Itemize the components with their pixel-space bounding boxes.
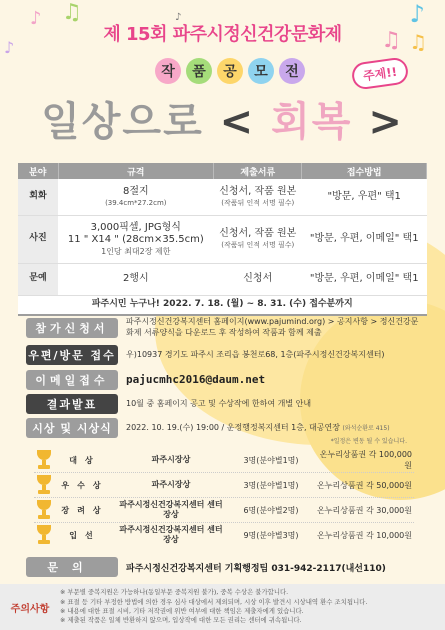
spec-main: 8절지 — [122, 186, 149, 198]
caution-item: ※ 부문별 중복지원은 가능하나(동일부문 중복지원 불가), 중복 수상은 불가합니다. — [60, 588, 289, 597]
prize-row — [34, 449, 414, 471]
trophy-base — [38, 490, 50, 494]
prize-count: 3명(분야별1명) — [243, 455, 299, 465]
trophy-cup — [37, 475, 51, 485]
docs-sub: (작품뒤 인적 서명 필수) — [221, 198, 295, 207]
prize-rank: 입선 — [69, 530, 101, 540]
schedule-change-note: *일정은 변동 될 수 있습니다. — [330, 438, 407, 445]
application-row — [26, 317, 426, 339]
category-cell: 회화 — [18, 179, 58, 215]
caution-section — [0, 584, 445, 630]
slogan-bracket-right: > — [368, 99, 404, 145]
table-row — [18, 215, 427, 263]
caution-label: 주의사항 — [10, 603, 50, 615]
docs-sub: (작품뒤 인적 서명 필수) — [221, 240, 295, 249]
divider — [34, 497, 414, 498]
contact-text: 파주시정신건강복지센터 기획행정팀 031-942-2117(내선110) — [126, 563, 386, 574]
caution-list — [60, 588, 367, 625]
result-label: 결과발표 — [26, 394, 118, 414]
slogan — [0, 90, 445, 147]
result-text: 10월 중 홈페이지 공고 및 수상작에 한하여 개별 안내 — [126, 398, 312, 408]
prize-award: 파주시정신건강복지센터 센터장상 — [119, 500, 223, 519]
trophy-cup — [37, 450, 51, 460]
trophy-cup — [37, 500, 51, 510]
music-note-icon: ♪ — [30, 8, 42, 29]
slogan-accent: 회복 — [271, 99, 353, 145]
column-header: 분야 — [18, 163, 58, 179]
category-cell: 문예 — [18, 263, 58, 295]
trophy-icon — [34, 525, 54, 545]
method-cell: "방문, 우편, 이메일" 택1 — [302, 263, 427, 295]
theme-badge: 주제!! — [350, 56, 409, 91]
method-cell: "방문, 우편, 이메일" 택1 — [302, 215, 427, 263]
eligibility-period: 파주시민 누구나! 2022. 7. 18. (월) ~ 8. 31. (수) 접수분까지 — [18, 295, 427, 315]
docs-cell — [214, 215, 302, 263]
category-cell: 사진 — [18, 215, 58, 263]
contest-char: 작 — [155, 58, 181, 84]
post-text: 우)10937 경기도 파주시 조리읍 봉천로68, 1층(파주시정신건강복지센터) — [126, 349, 385, 359]
result-row — [26, 394, 311, 414]
contest-char: 전 — [279, 58, 305, 84]
email-label: 이메일접수 — [26, 370, 118, 390]
table-row — [18, 179, 427, 215]
docs-cell: 신청서 — [214, 263, 302, 295]
prize-gift: 온누리상품권 각 50,000원 — [317, 480, 412, 490]
post-row — [26, 345, 385, 365]
application-label: 참가신청서 — [26, 318, 118, 338]
prize-count: 3명(분야별1명) — [243, 480, 299, 490]
email-row — [26, 370, 265, 390]
trophy-base — [38, 515, 50, 519]
prize-rank: 대상 — [69, 455, 101, 465]
spec-sub: (39.4cm*27.2cm) — [105, 198, 167, 207]
ceremony-address: (와석순환로 415) — [342, 424, 390, 432]
prize-rank: 우수상 — [61, 480, 109, 490]
prize-award: 파주시장상 — [151, 480, 191, 490]
email-address[interactable]: pajucmhc2016@daum.net — [126, 372, 266, 386]
caution-item: ※ 제출된 작품은 일체 반환하지 않으며, 입상작에 대한 모든 권리는 센터에 귀속됩니다. — [60, 616, 302, 625]
prize-count: 9명(분야별3명) — [243, 530, 299, 540]
prize-count: 6명(분야별2명) — [243, 505, 299, 515]
column-header: 접수방법 — [302, 163, 427, 179]
prize-award: 파주시정신건강복지센터 센터장상 — [119, 525, 223, 544]
contact-label: 문의 — [26, 557, 118, 577]
contest-char: 품 — [186, 58, 212, 84]
method-cell: "방문, 우편" 택1 — [302, 179, 427, 215]
docs-cell — [214, 179, 302, 215]
prize-row — [34, 474, 414, 496]
caution-item: ※ 표절 등 기타 부정한 방법에 의한 경우 심사 대상에서 제외되며, 시상 이후 발견시 시상내역 환수 조치됩니다. — [60, 597, 368, 606]
prize-award: 파주시장상 — [151, 455, 191, 465]
festival-edition-title: 제 15회 파주시정신건강문화제 — [103, 24, 342, 45]
trophy-icon — [34, 475, 54, 495]
ceremony-text — [126, 423, 390, 434]
music-note-icon: ♪ — [175, 12, 182, 23]
slogan-bracket-left: < — [219, 99, 256, 145]
music-note-icon: ♫ — [62, 0, 82, 25]
table-footer-row — [18, 295, 427, 315]
trophy-base — [38, 465, 50, 469]
trophy-icon — [34, 450, 54, 470]
prize-rank: 장려상 — [61, 505, 109, 515]
contest-char: 공 — [217, 58, 243, 84]
caution-item: ※ 내용에 대한 표절 시비, 기타 저작권에 위반 여부에 대한 책임은 제출자에게 있습니다. — [60, 607, 304, 615]
spec-cell: 2행시 — [58, 263, 214, 295]
post-label: 우편/방문 접수 — [26, 345, 118, 365]
music-note-icon: ♪ — [409, 0, 425, 28]
spec-main: 3,000픽셀, JPG형식 — [90, 221, 181, 233]
ceremony-datetime: 2022. 10. 19.(수) 19:00 / 운정행정복지센터 1층, 대공연장 — [126, 422, 340, 432]
spec-sub: 11 " X14 " (28cm×35.5cm) — [67, 234, 204, 245]
trophy-base — [38, 540, 50, 544]
divider — [34, 472, 414, 473]
trophy-cup — [37, 525, 51, 535]
music-note-icon: ♪ — [4, 38, 15, 57]
docs-main: 신청서, 작품 원본 — [219, 228, 297, 240]
docs-main: 신청서, 작품 원본 — [219, 186, 297, 198]
contest-title — [155, 58, 305, 84]
music-note-icon: ♫ — [381, 28, 401, 53]
spec-cell — [58, 179, 214, 215]
music-note-icon: ♫ — [409, 30, 427, 54]
prize-row — [34, 524, 414, 546]
column-header: 규격 — [58, 163, 214, 179]
trophy-icon — [34, 500, 54, 520]
ceremony-label: 시상 및 시상식 — [26, 418, 118, 438]
prize-gift: 온누리상품권 각 10,000원 — [317, 530, 412, 540]
prize-row — [34, 499, 414, 521]
contest-char: 모 — [248, 58, 274, 84]
spec-cell — [58, 215, 214, 263]
spec-limit: 1인당 최대2장 제한 — [101, 246, 171, 256]
submission-spec-table — [18, 163, 427, 316]
table-row — [18, 263, 427, 295]
divider — [34, 522, 414, 523]
application-text: 파주시정신건강복지센터 홈페이지(www.pajumind.org) > 공지사항 > 정신건강문화제 서류양식을 다운로드 후 작성하여 작품과 함께 제출 — [126, 317, 419, 337]
prize-gift: 온누리상품권 각 30,000원 — [317, 505, 412, 515]
prize-gift: 온누리상품권 각 100,000원 — [319, 450, 412, 470]
slogan-text: 일상으로 — [41, 99, 204, 145]
ceremony-row — [26, 418, 390, 438]
contact-row — [26, 557, 386, 577]
column-header: 제출서류 — [214, 163, 302, 179]
